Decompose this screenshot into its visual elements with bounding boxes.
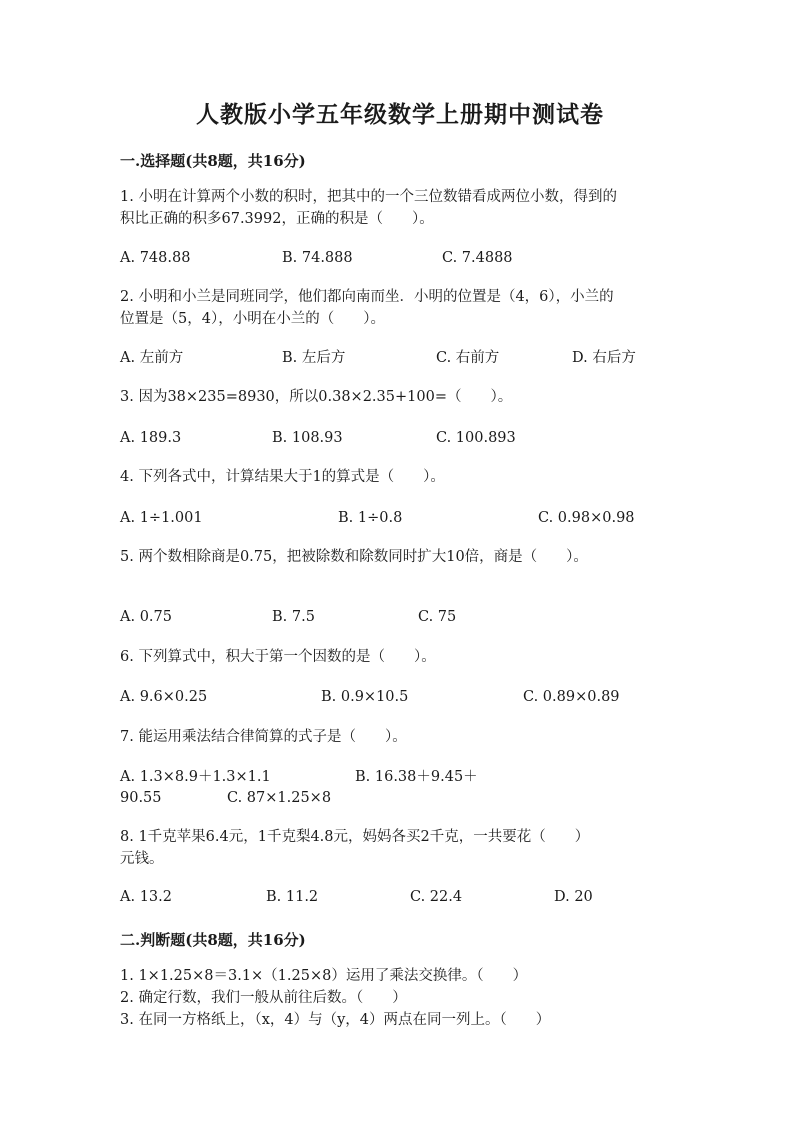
question-text: 1. 小明在计算两个小数的积时，把其中的一个三位数错看成两位小数，得到的 <box>120 189 617 205</box>
question-text: 6. 下列算式中，积大于第一个因数的是（ ）。 <box>120 649 436 665</box>
option-a: A. 左前方 <box>120 350 184 366</box>
question-text: 3. 因为38×235=8930，所以0.38×2.35+100=（ ）。 <box>120 389 513 405</box>
option-a: A. 9.6×0.25 <box>120 689 208 705</box>
question-text: 5. 两个数相除商是0.75，把被除数和除数同时扩大10倍，商是（ ）。 <box>120 549 588 565</box>
question-text: 4. 下列各式中，计算结果大于1的算式是（ ）。 <box>120 469 445 485</box>
option-c: C. 100.893 <box>436 430 516 446</box>
option-c: C. 7.4888 <box>442 250 513 266</box>
question-6-options <box>120 686 680 708</box>
question-text: 积比正确的积多67.3992，正确的积是（ ）。 <box>120 211 434 227</box>
option-a: A. 189.3 <box>120 430 182 446</box>
question-8-options <box>120 886 680 908</box>
option-c: C. 0.98×0.98 <box>538 510 635 526</box>
question-text: 2. 小明和小兰是同班同学，他们都向南而坐．小明的位置是（4，6），小兰的 <box>120 289 614 305</box>
question-text: 位置是（5，4），小明在小兰的（ ）。 <box>120 311 385 327</box>
option-b: B. 左后方 <box>282 350 346 366</box>
option-b: B. 16.38＋9.45＋ <box>355 769 478 785</box>
question-8 <box>120 826 680 870</box>
question-5 <box>120 546 680 568</box>
judgment-item-1: 1. 1×1.25×8＝3.1×（1.25×8）运用了乘法交换律。（ ） <box>120 968 528 984</box>
option-b: B. 74.888 <box>282 250 353 266</box>
option-b-continued: 90.55 <box>120 790 162 806</box>
question-2-options <box>120 347 680 369</box>
section-heading-choice: 一.选择题(共8题，共16分) <box>120 152 306 170</box>
option-a: A. 1.3×8.9＋1.3×1.1 <box>120 769 271 785</box>
option-b: B. 7.5 <box>272 609 315 625</box>
option-b: B. 108.93 <box>272 430 343 446</box>
question-7-options-row1 <box>120 766 680 788</box>
option-a: A. 13.2 <box>120 889 172 905</box>
judgment-item-3: 3. 在同一方格纸上，（x，4）与（y，4）两点在同一列上。（ ） <box>120 1012 551 1028</box>
question-4 <box>120 466 680 488</box>
judgment-item-2: 2. 确定行数，我们一般从前往后数。（ ） <box>120 990 407 1006</box>
question-4-options <box>120 507 680 529</box>
question-1-options <box>120 247 680 269</box>
question-3-options <box>120 427 680 449</box>
option-b: B. 1÷0.8 <box>338 510 403 526</box>
option-a: A. 0.75 <box>120 609 172 625</box>
option-b: B. 11.2 <box>266 889 319 905</box>
question-7-options-row2 <box>120 787 680 809</box>
question-2 <box>120 286 680 330</box>
option-a: A. 1÷1.001 <box>120 510 203 526</box>
question-1 <box>120 186 680 230</box>
question-7 <box>120 726 680 748</box>
question-text: 元钱。 <box>120 851 164 867</box>
option-b: B. 0.9×10.5 <box>321 689 409 705</box>
option-c: C. 87×1.25×8 <box>227 790 332 806</box>
section-heading-judgment: 二.判断题(共8题，共16分) <box>120 931 306 949</box>
page-title: 人教版小学五年级数学上册期中测试卷 <box>196 101 604 128</box>
question-5-options <box>120 606 680 628</box>
option-c: C. 右前方 <box>436 350 500 366</box>
option-c: C. 75 <box>418 609 457 625</box>
option-d: D. 20 <box>554 889 593 905</box>
judgment-list <box>120 965 680 1031</box>
question-text: 8. 1千克苹果6.4元，1千克梨4.8元，妈妈各买2千克，一共要花（ ） <box>120 829 590 845</box>
question-3 <box>120 386 680 408</box>
option-c: C. 0.89×0.89 <box>523 689 620 705</box>
option-a: A. 748.88 <box>120 250 191 266</box>
question-6 <box>120 646 680 668</box>
option-d: D. 右后方 <box>572 350 636 366</box>
question-text: 7. 能运用乘法结合律简算的式子是（ ）。 <box>120 729 407 745</box>
option-c: C. 22.4 <box>410 889 463 905</box>
